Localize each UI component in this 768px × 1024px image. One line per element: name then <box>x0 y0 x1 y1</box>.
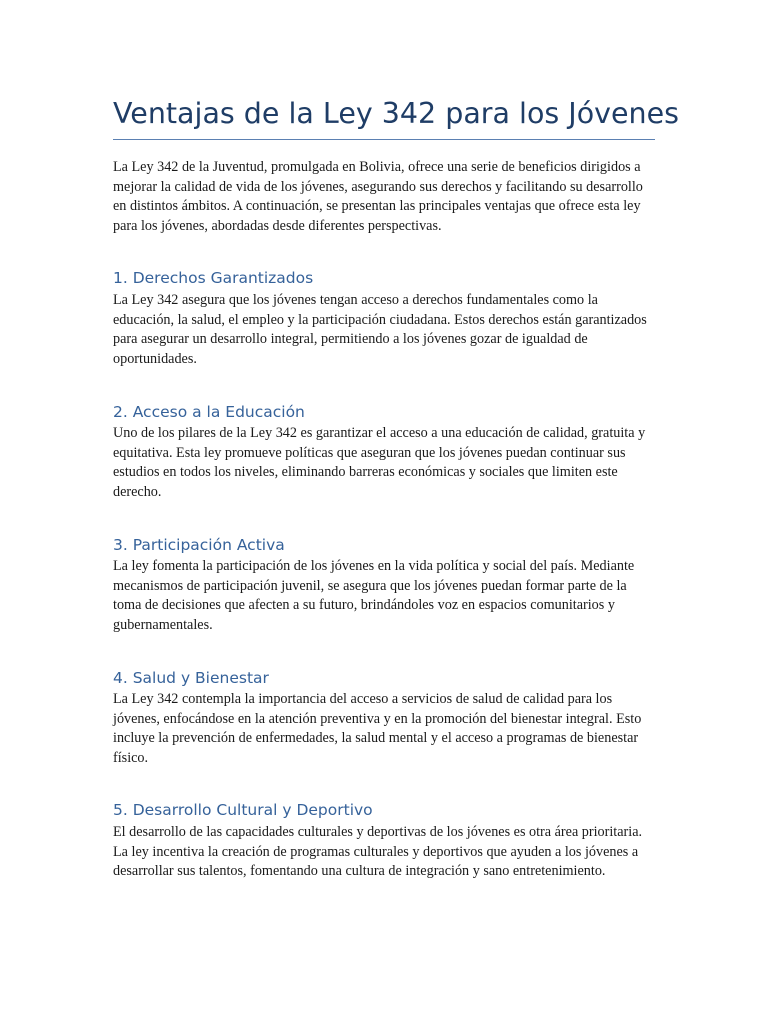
section-body-salud-bienestar: La Ley 342 contempla la importancia del acceso a servicios de salud de calidad para los jóvenes, enfocándose en la atención preventiva y en la promoción del bienestar integral. Esto incluye la prevención de enfermedades, la salud mental y el acceso a programas de bienestar físico. <box>113 691 642 766</box>
section-body-desarrollo-cultural-deportivo: El desarrollo de las capacidades culturales y deportivas de los jóvenes es otra área prioritaria. La ley incentiva la creación de programas culturales y deportivos que ayuden a los jóvenes a desarrollar sus talentos, fomentando una cultura de integración y sano entretenimiento. <box>113 824 643 879</box>
section-heading-acceso-educacion: 2. Acceso a la Educación <box>113 403 305 421</box>
section-heading-participacion-activa: 3. Participación Activa <box>113 536 285 554</box>
section-heading-salud-bienestar: 4. Salud y Bienestar <box>113 669 269 687</box>
document-title: Ventajas de la Ley 342 para los Jóvenes <box>113 97 679 130</box>
section-heading-desarrollo-cultural-deportivo: 5. Desarrollo Cultural y Deportivo <box>113 801 373 819</box>
section-heading-derechos-garantizados: 1. Derechos Garantizados <box>113 269 314 287</box>
intro-paragraph: La Ley 342 de la Juventud, promulgada en Bolivia, ofrece una serie de beneficios dirigidos a mejorar la calidad de vida de los jóvenes, asegurando sus derechos y facilitando su desarrollo en distintos ámbitos. A continuación, se presentan las principales ventajas que ofrece esta ley para los jóvenes, abordadas desde diferentes perspectivas. <box>113 159 643 234</box>
section-body-derechos-garantizados: La Ley 342 asegura que los jóvenes tengan acceso a derechos fundamentales como la educación, la salud, el empleo y la participación ciudadana. Estos derechos están garantizados para asegurar un desarrollo integral, permitiendo a los jóvenes gozar de igualdad de oportunidades. <box>113 292 647 367</box>
section-body-participacion-activa: La ley fomenta la participación de los jóvenes en la vida política y social del país. Mediante mecanismos de participación juvenil, se asegura que los jóvenes puedan formar parte de la toma de decisiones que afecten a su futuro, brindándoles voz en espacios comunitarios y gubernamentales. <box>113 558 635 633</box>
title-underline-divider <box>113 139 655 140</box>
section-body-acceso-educacion: Uno de los pilares de la Ley 342 es garantizar el acceso a una educación de calidad, gratuita y equitativa. Esta ley promueve políticas que aseguran que los jóvenes puedan continuar sus estudios en todos los niveles, eliminando barreras económicas y sociales que limiten este derecho. <box>113 425 646 500</box>
